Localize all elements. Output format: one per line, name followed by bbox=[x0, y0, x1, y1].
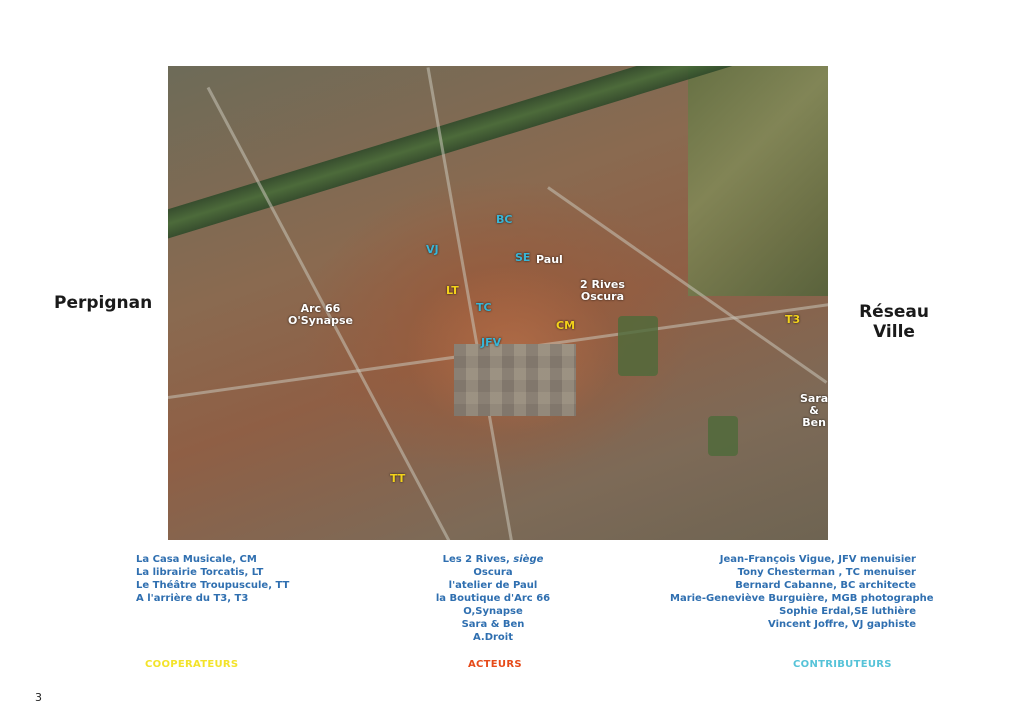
cooperateur-item: La librairie Torcatis, LT bbox=[136, 567, 264, 578]
cooperateur-item: Le Théâtre Troupuscule, TT bbox=[136, 580, 290, 591]
contributeur-item: Sophie Erdal,SE luthière bbox=[779, 606, 916, 617]
map-label-lt: LT bbox=[446, 284, 459, 297]
map-fields bbox=[688, 66, 828, 296]
cooperateur-item: La Casa Musicale, CM bbox=[136, 554, 257, 565]
map-label-se: SE bbox=[515, 251, 531, 264]
map-label-arc66-line2: O'Synapse bbox=[288, 314, 353, 327]
map-label-sara: Sara bbox=[800, 392, 828, 405]
contributeur-item: Marie-Geneviève Burguière, MGB photographe bbox=[670, 593, 934, 604]
map-label-bc: BC bbox=[496, 213, 513, 226]
title-ville: Ville bbox=[873, 322, 915, 342]
acteur-item bbox=[418, 553, 568, 566]
cooperateurs-list bbox=[136, 553, 289, 605]
map-label-2rives-line1: 2 Rives bbox=[580, 278, 625, 291]
category-acteurs: ACTEURS bbox=[468, 659, 522, 670]
acteur-item: Sara & Ben bbox=[461, 619, 525, 630]
acteur-item: la Boutique d'Arc 66 bbox=[435, 593, 551, 604]
title-reseau: Réseau bbox=[859, 302, 929, 322]
contributeur-item: Tony Chesterman , TC menuiser bbox=[737, 567, 916, 578]
title-reseau-ville bbox=[850, 302, 938, 342]
map-blurred-area bbox=[454, 344, 576, 416]
contributeur-item: Jean-François Vigue, JFV menuisier bbox=[719, 554, 916, 565]
cooperateur-item: A l'arrière du T3, T3 bbox=[136, 593, 249, 604]
map-label-2rives-line2: Oscura bbox=[580, 290, 624, 303]
acteur-item: A.Droit bbox=[472, 632, 514, 643]
aerial-map bbox=[168, 66, 828, 540]
contributeurs-list bbox=[670, 553, 934, 631]
map-label-2rives bbox=[580, 279, 625, 303]
map-label-sara-ben bbox=[800, 393, 828, 429]
map-label-paul: Paul bbox=[536, 253, 563, 266]
map-park bbox=[708, 416, 738, 456]
contributeur-item: Vincent Joffre, VJ gaphiste bbox=[768, 619, 916, 630]
acteur-item: O,Synapse bbox=[463, 606, 523, 617]
contributeur-item: Bernard Cabanne, BC architecte bbox=[735, 580, 916, 591]
map-label-tt: TT bbox=[390, 472, 406, 485]
map-label-arc66 bbox=[288, 303, 353, 327]
acteur-item: Oscura bbox=[473, 567, 513, 578]
map-label-tc: TC bbox=[476, 301, 492, 314]
acteur-emphasis: siège bbox=[513, 554, 544, 565]
map-label-ben: Ben bbox=[802, 416, 826, 429]
map-label-arc66-line1: Arc 66 bbox=[300, 302, 341, 315]
map-label-cm: CM bbox=[556, 319, 576, 332]
acteur-item: l'atelier de Paul bbox=[448, 580, 538, 591]
map-label-t3: T3 bbox=[785, 313, 801, 326]
category-contributeurs: CONTRIBUTEURS bbox=[793, 659, 892, 670]
acteur-name: Les 2 Rives, bbox=[442, 554, 514, 565]
map-label-amp: & bbox=[809, 404, 819, 417]
map-label-jfv: JFV bbox=[481, 336, 502, 349]
map-park bbox=[618, 316, 658, 376]
page-number: 3 bbox=[35, 691, 42, 704]
acteurs-list bbox=[418, 553, 568, 644]
title-perpignan: Perpignan bbox=[54, 293, 153, 313]
category-cooperateurs: COOPERATEURS bbox=[145, 659, 239, 670]
map-label-vj: VJ bbox=[426, 243, 439, 256]
